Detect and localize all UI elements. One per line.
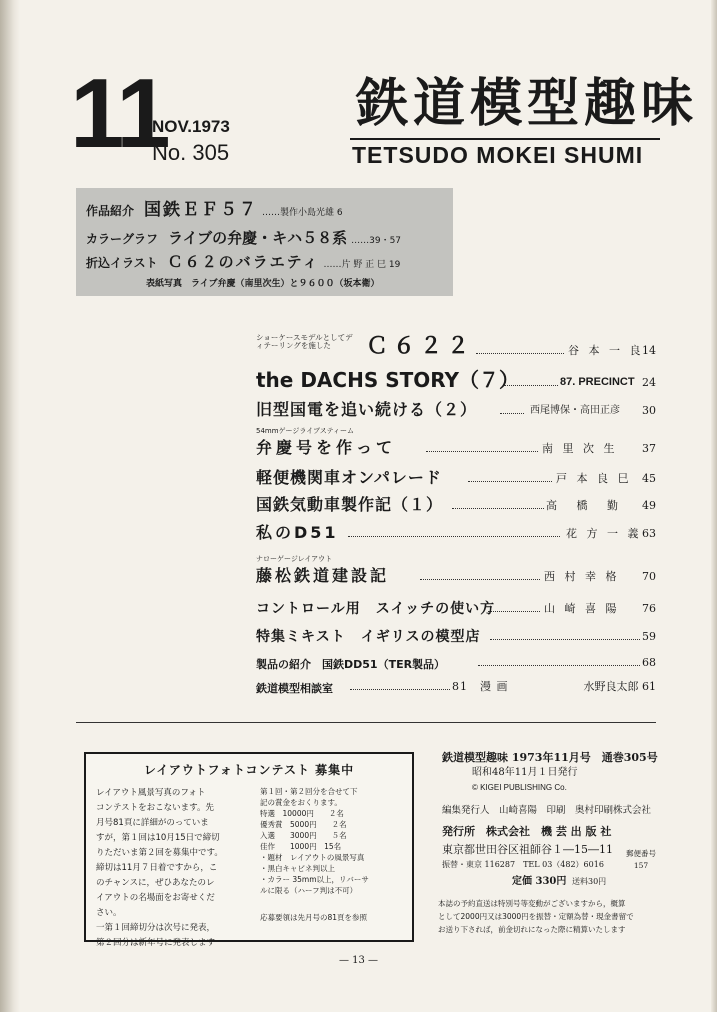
toc-item[interactable] xyxy=(256,594,656,616)
pub-postal: 郵便番号 157 xyxy=(626,849,656,870)
leader-dots xyxy=(350,689,450,690)
toc-page: 45 xyxy=(642,472,656,485)
toc-page: 37 xyxy=(642,442,656,455)
contest-line: レイアウト風景写真のフォト xyxy=(96,788,206,798)
toc-prefix: ショーケースモデルとしてディテーリングを施した xyxy=(256,333,353,351)
toc-title: 旧型国電を追い続ける（２） xyxy=(256,400,478,419)
toc-page: 70 xyxy=(642,570,656,583)
leader-dots xyxy=(490,639,640,640)
section-rule xyxy=(76,722,656,723)
toc-item[interactable] xyxy=(256,648,656,670)
feature-detail: ……製作小島光雄 6 xyxy=(262,208,343,218)
contest-prizes xyxy=(260,786,369,896)
toc-item[interactable] xyxy=(256,622,656,644)
feature-title: Ｃ６２のバラエティ xyxy=(167,253,320,271)
page-number: — 13 — xyxy=(338,955,379,966)
feature-box xyxy=(76,188,453,296)
toc-item[interactable] xyxy=(256,427,656,457)
contest-line: のチャンスに，ぜひあなたのレ xyxy=(96,878,215,888)
leader-dots xyxy=(426,451,538,452)
toc-author: 南 里 次 生 xyxy=(542,442,618,455)
toc-page: 76 xyxy=(642,602,656,615)
pub-address: 東京都世田谷区祖師谷１―15―11 xyxy=(442,843,613,856)
toc-prefix: ナローゲージレイアウト xyxy=(256,555,333,563)
leader-dots xyxy=(348,536,560,537)
contest-line: 第２回分は新年号に発表します xyxy=(96,938,216,948)
toc-title: 鉄道模型相談室 xyxy=(256,682,333,695)
toc-item[interactable] xyxy=(256,333,656,359)
toc-page: 30 xyxy=(642,404,656,417)
toc-author: 高 橋 勤 xyxy=(546,499,626,512)
prize-line: 優秀賞 5000円 ２名 xyxy=(260,820,347,829)
issue-no: No. 305 xyxy=(152,140,230,165)
toc-title: 製品の紹介 国鉄DD51（TER製品） xyxy=(256,658,446,671)
pub-editor: 編集発行人 山崎喜陽 印刷 奥村印刷株式会社 xyxy=(442,805,652,816)
toc-author: 西尾博保・高田正彦 xyxy=(530,405,620,416)
prize-line: 第１回・第２回分を合せて下 xyxy=(260,787,358,796)
toc-author: 西 村 幸 格 xyxy=(544,570,620,583)
magazine-title: 鉄道模型趣味 xyxy=(356,74,699,134)
pub-phone: 振替・東京 116287 TEL 03（482）6016 xyxy=(442,860,604,869)
prize-line: 佳作 1000円 15名 xyxy=(260,842,342,851)
prize-line: ルに限る（ハーフ判は不可） xyxy=(260,886,358,895)
contest-line: コンテストをおこないます。先 xyxy=(96,803,214,813)
pub-price: 定価 330円 xyxy=(512,876,567,887)
contest-line: 一第１回締切分は次号に発表， xyxy=(96,923,216,933)
toc-title: 特集ミキスト イギリスの模型店 xyxy=(256,629,481,645)
feature-category: 作品紹介 xyxy=(86,204,135,218)
leader-dots xyxy=(504,385,558,386)
prize-line: 入選 3000円 ５名 xyxy=(260,831,347,840)
toc-page: 63 xyxy=(642,527,656,540)
contest-line: りただいま第２回を募集中です。 xyxy=(96,848,223,858)
contest-line: すが，第１回は10月15日で締切 xyxy=(96,833,220,843)
toc-item[interactable] xyxy=(256,491,656,513)
pub-note: として2000円又は3000円を振替・定額為替・現金書留で xyxy=(438,912,634,921)
contest-line: さい。 xyxy=(96,908,122,918)
leader-dots xyxy=(468,481,552,482)
feature-category: 折込イラスト xyxy=(86,256,158,270)
prize-line: 特選 10000円 ２名 xyxy=(260,809,344,818)
toc-page: 水野良太郎 61 xyxy=(583,680,656,693)
toc-item[interactable] xyxy=(256,366,656,390)
toc-author: 山 崎 喜 陽 xyxy=(544,602,620,615)
contest-note: 応募要領は先月号の81頁を参照 xyxy=(260,913,368,922)
contest-body xyxy=(96,786,256,951)
issue-number: 11 xyxy=(70,58,168,168)
feature-row[interactable] xyxy=(86,200,343,219)
contest-line: 月号81頁に詳細がのっていま xyxy=(96,818,209,828)
pub-issue: 鉄道模型趣味 1973年11月号 通巻305号 xyxy=(442,751,658,764)
toc-page: 68 xyxy=(642,656,656,669)
pub-company: 発行所 株式会社 機 芸 出 版 社 xyxy=(442,825,612,838)
title-rule xyxy=(350,138,660,140)
toc-item[interactable] xyxy=(256,555,656,585)
toc-author: 81 漫 画 xyxy=(452,680,509,693)
pub-note: 本誌の予約直送は特別号等変動がございますから，概算 xyxy=(438,899,626,908)
toc-title: the DACHS STORY（７） xyxy=(256,368,520,392)
toc-item[interactable] xyxy=(256,519,656,541)
prize-line: 記の賞金をおくります。 xyxy=(260,798,342,807)
feature-detail: ……片 野 正 巳 19 xyxy=(323,260,401,270)
pub-date: 昭和48年11月１日発行 xyxy=(472,767,578,778)
toc-item[interactable] xyxy=(256,672,656,694)
toc-title: 国鉄気動車製作記（１） xyxy=(256,495,444,514)
feature-row[interactable] xyxy=(86,252,400,271)
contest-line: 締切は11月７日着ですから，こ xyxy=(96,863,218,873)
toc-title: 軽便機関車オンパレード xyxy=(256,468,442,487)
feature-title: ライブの弁慶・キハ５８系 xyxy=(168,229,348,247)
toc-author: 花 方 一 義 xyxy=(566,527,642,540)
page-shadow-right xyxy=(711,0,717,1012)
leader-dots xyxy=(500,413,524,414)
toc-title: 私のD51 xyxy=(256,523,339,542)
toc-page: 14 xyxy=(642,344,656,357)
toc-author: 87. PRECINCT xyxy=(560,376,635,388)
leader-dots xyxy=(478,665,640,666)
toc-title: Ｃ６２２ xyxy=(366,334,475,359)
toc-page: 49 xyxy=(642,499,656,512)
leader-dots xyxy=(488,611,540,612)
leader-dots xyxy=(476,353,564,354)
prize-line: ・黒白キャビネ判以上 xyxy=(260,864,335,873)
toc-item[interactable] xyxy=(256,464,656,486)
prize-line: ・題材 レイアウトの風景写真 xyxy=(260,853,365,862)
feature-row[interactable] xyxy=(86,228,401,247)
feature-title: 国鉄ＥＦ５７ xyxy=(144,200,259,220)
issue-month: NOV.1973 xyxy=(152,117,230,136)
toc-page: 59 xyxy=(642,630,656,643)
pub-note: お送り下されば，前金切れになった際に精算いたします xyxy=(438,925,626,934)
pub-copyright: © KIGEI PUBLISHING Co. xyxy=(472,783,567,792)
pub-postage: 送料30円 xyxy=(572,877,607,886)
contest-box xyxy=(84,752,414,948)
toc-title: コントロール用 スイッチの使い方 xyxy=(256,601,496,617)
leader-dots xyxy=(420,579,540,580)
magazine-title-roman: TETSUDO MOKEI SHUMI xyxy=(352,142,644,168)
toc-author: 谷 本 一 良 xyxy=(568,344,644,357)
feature-detail: ……39・57 xyxy=(351,236,402,246)
toc-title: 藤松鉄道建設記 xyxy=(256,566,390,585)
contest-title: レイアウトフォトコンテスト 募集中 xyxy=(143,763,355,777)
toc-author: 戸 本 良 巳 xyxy=(556,472,632,485)
prize-line: ・カラー 35mm以上，リバーサ xyxy=(260,875,369,884)
feature-category: カラーグラフ xyxy=(86,232,159,246)
page-shadow-left xyxy=(0,0,20,1012)
contest-line: イアウトの名場面をお寄せくだ xyxy=(96,893,215,903)
toc-page: 24 xyxy=(642,376,656,389)
toc-title: 弁慶号を作って xyxy=(256,438,397,457)
toc-prefix: 54mmゲージライブスティーム xyxy=(256,427,355,435)
leader-dots xyxy=(452,508,544,509)
toc-item[interactable] xyxy=(256,396,656,418)
cover-photo-credit: 表紙写真 ライブ弁慶（南里次生）と９６００（坂本衛） xyxy=(146,279,380,289)
